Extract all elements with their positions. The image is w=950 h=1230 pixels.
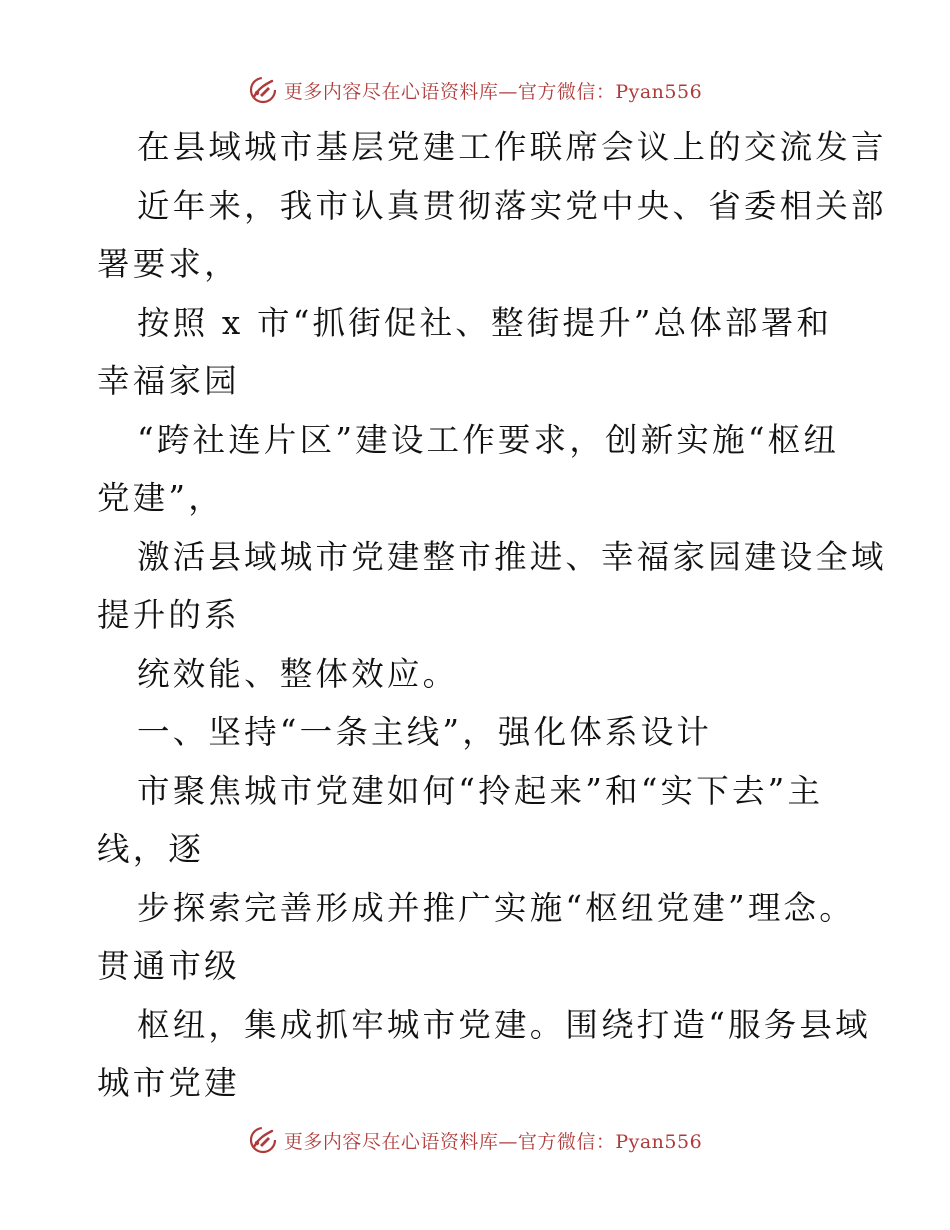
paragraph-line: 枢纽，集成抓牢城市党建。围绕打造“服务县域 <box>137 1005 871 1044</box>
paragraph-line: 在县域城市基层党建工作联席会议上的交流发言 <box>137 128 887 166</box>
paragraph <box>97 996 871 1113</box>
paragraph <box>97 703 857 762</box>
paragraph-continuation-line: 城市党建 <box>97 1064 240 1102</box>
paragraph-continuation-line: 贯通市级 <box>97 947 240 985</box>
paragraph-continuation-line: 线，逐 <box>97 830 205 868</box>
paragraph-continuation-line: 署要求， <box>97 245 240 283</box>
paragraph-continuation-line: 提升的系 <box>97 596 240 634</box>
watermark-banner-top <box>0 70 950 110</box>
paragraph <box>97 645 857 704</box>
paragraph <box>97 177 887 294</box>
paragraph-line: “跨社连片区”建设工作要求，创新实施“枢纽 <box>137 420 840 459</box>
paragraph <box>97 411 857 528</box>
paragraph-line: 近年来，我市认真贯彻落实党中央、省委相关部 <box>137 186 887 225</box>
pen-swirl-logo-icon <box>248 1125 278 1155</box>
paragraph-line: 一、坚持“一条主线”，强化体系设计 <box>137 713 713 751</box>
paragraph <box>97 294 857 411</box>
paragraph-continuation-line: 幸福家园 <box>97 362 240 400</box>
paragraph <box>97 879 857 996</box>
paragraph <box>97 528 887 645</box>
paragraph-line: 激活县域城市党建整市推进、幸福家园建设全域 <box>137 537 887 576</box>
paragraph-line: 统效能、整体效应。 <box>137 654 459 693</box>
watermark-banner-bottom <box>0 1120 950 1160</box>
paragraph-line: 按照 x 市“抓街促社、整街提升”总体部署和 <box>137 303 833 342</box>
paragraph <box>97 762 857 879</box>
paragraph-line: 市聚焦城市党建如何“拎起来”和“实下去”主 <box>137 771 824 810</box>
paragraph-line: 步探索完善形成并推广实施“枢纽党建”理念。 <box>137 888 855 927</box>
watermark-text: 更多内容尽在心语资料库—官方微信：Pyan556 <box>283 1130 703 1153</box>
pen-swirl-logo-icon <box>248 75 278 105</box>
watermark-text: 更多内容尽在心语资料库—官方微信：Pyan556 <box>283 80 703 103</box>
paragraph-continuation-line: 党建”， <box>97 479 224 517</box>
paragraph <box>97 118 887 177</box>
document-body <box>97 118 887 1113</box>
